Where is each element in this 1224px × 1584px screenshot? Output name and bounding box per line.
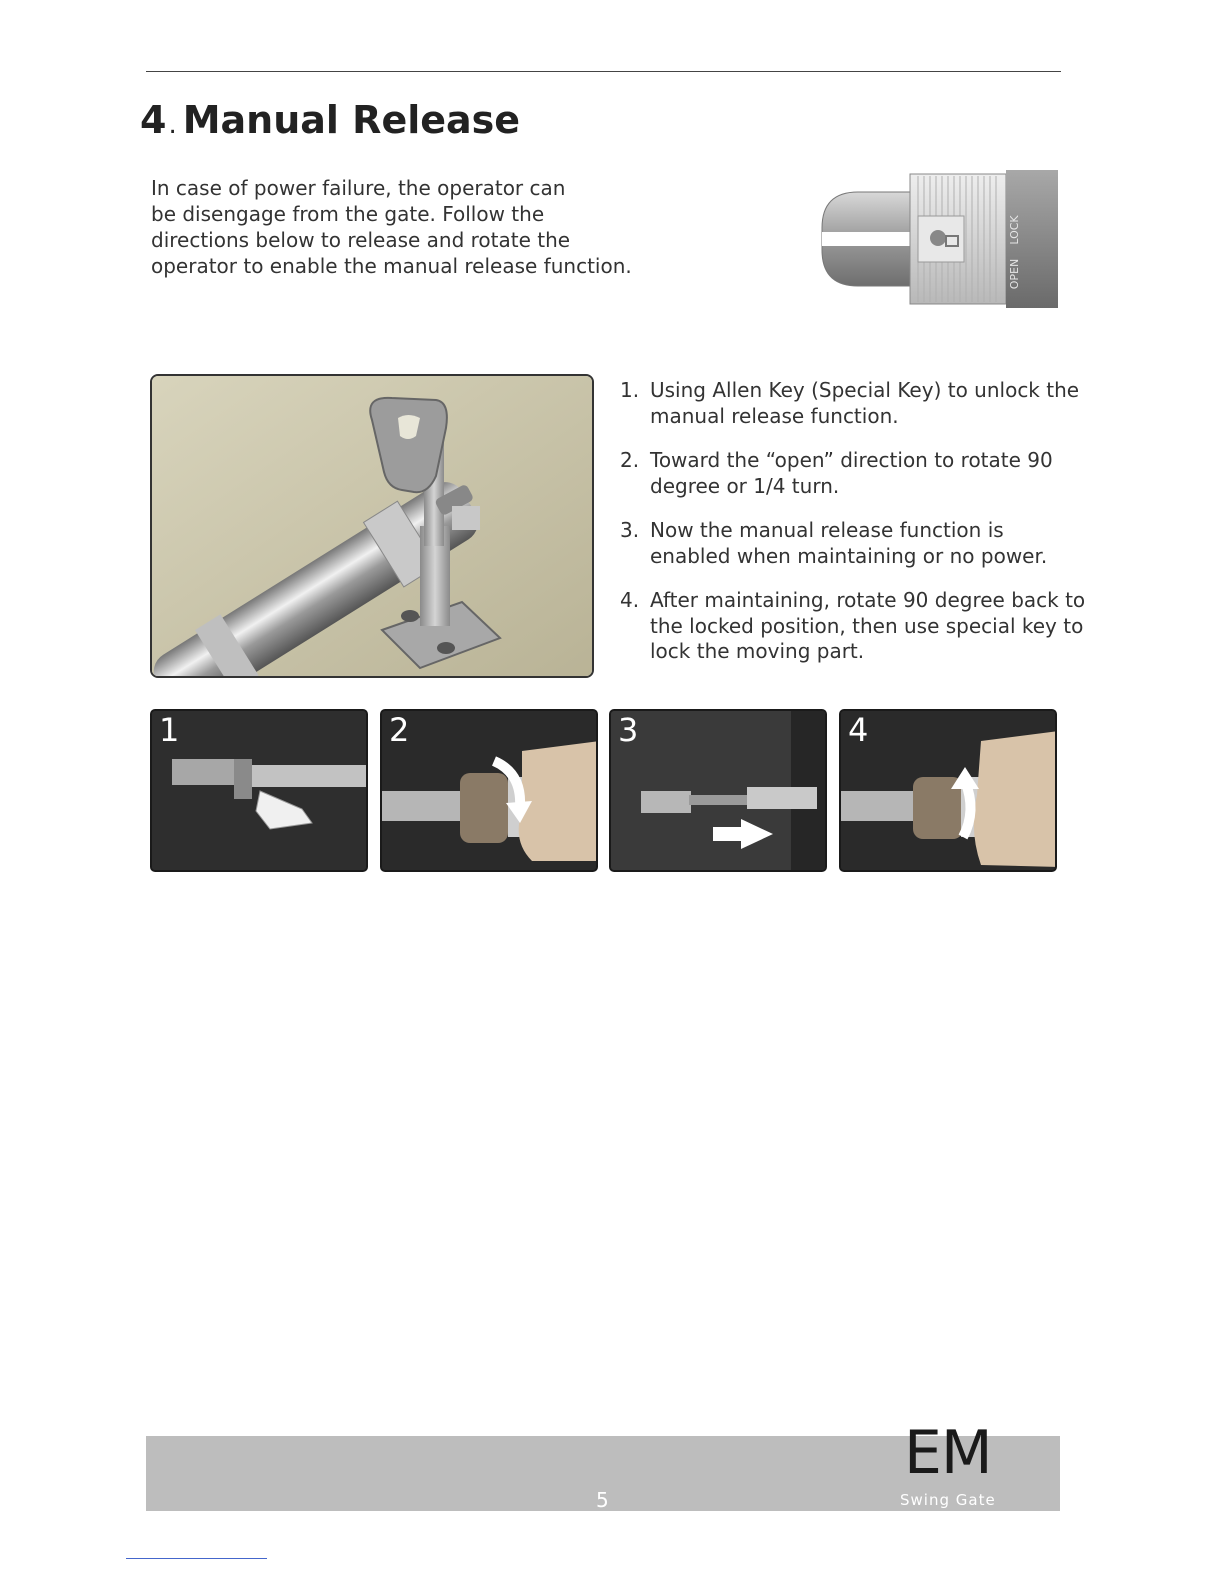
step-number: 2. [620,448,640,472]
bottom-link-underline [126,1558,267,1559]
step-number: 4. [620,588,640,612]
thumbnail-label: 3 [618,711,639,749]
thumbnail-step-2 [380,709,598,872]
release-key-photo [150,374,594,678]
knob-label-open: OPEN [1008,258,1021,290]
section-title [140,98,520,142]
page-footer [146,1418,1060,1527]
section-number: 4 [140,98,167,142]
intro-paragraph: In case of power failure, the operator can be disengage from the gate. Follow the directions below to release and rotate the operator to enable the manual release function. [151,176,632,278]
thumbnail-step-4 [839,709,1057,872]
thumbnail-label: 1 [159,711,180,749]
thumbnail-label: 4 [848,711,869,749]
brand-logo: EM [904,1418,992,1488]
step-item [620,588,1090,665]
step-number: 3. [620,518,640,542]
release-steps-list [620,378,1090,665]
step-text: Using Allen Key (Special Key) to unlock the manual release function. [650,378,1080,428]
step-text: Toward the “open” direction to rotate 90 degree or 1/4 turn. [650,448,1053,498]
step-text: After maintaining, rotate 90 degree back to the locked position, then use special key to lock the moving part. [650,588,1086,663]
top-rule [146,71,1061,72]
step-number: 1. [620,378,640,402]
knob-label-lock: LOCK [1008,215,1021,245]
thumbnail-step-3 [609,709,827,872]
section-title-text: Manual Release [182,98,521,142]
product-subtitle: Swing Gate Opener [900,1491,996,1527]
step-item [620,448,1090,499]
step-item [620,378,1090,429]
step-thumbnails [150,709,1060,872]
step-text: Now the manual release function is enabled when maintaining or no power. [650,518,1048,568]
thumbnail-step-1 [150,709,368,872]
page-number: 5 [596,1488,609,1512]
release-knob-illustration [818,170,1058,308]
step-item [620,518,1090,569]
thumbnail-label: 2 [389,711,410,749]
section-separator: . [168,110,177,140]
